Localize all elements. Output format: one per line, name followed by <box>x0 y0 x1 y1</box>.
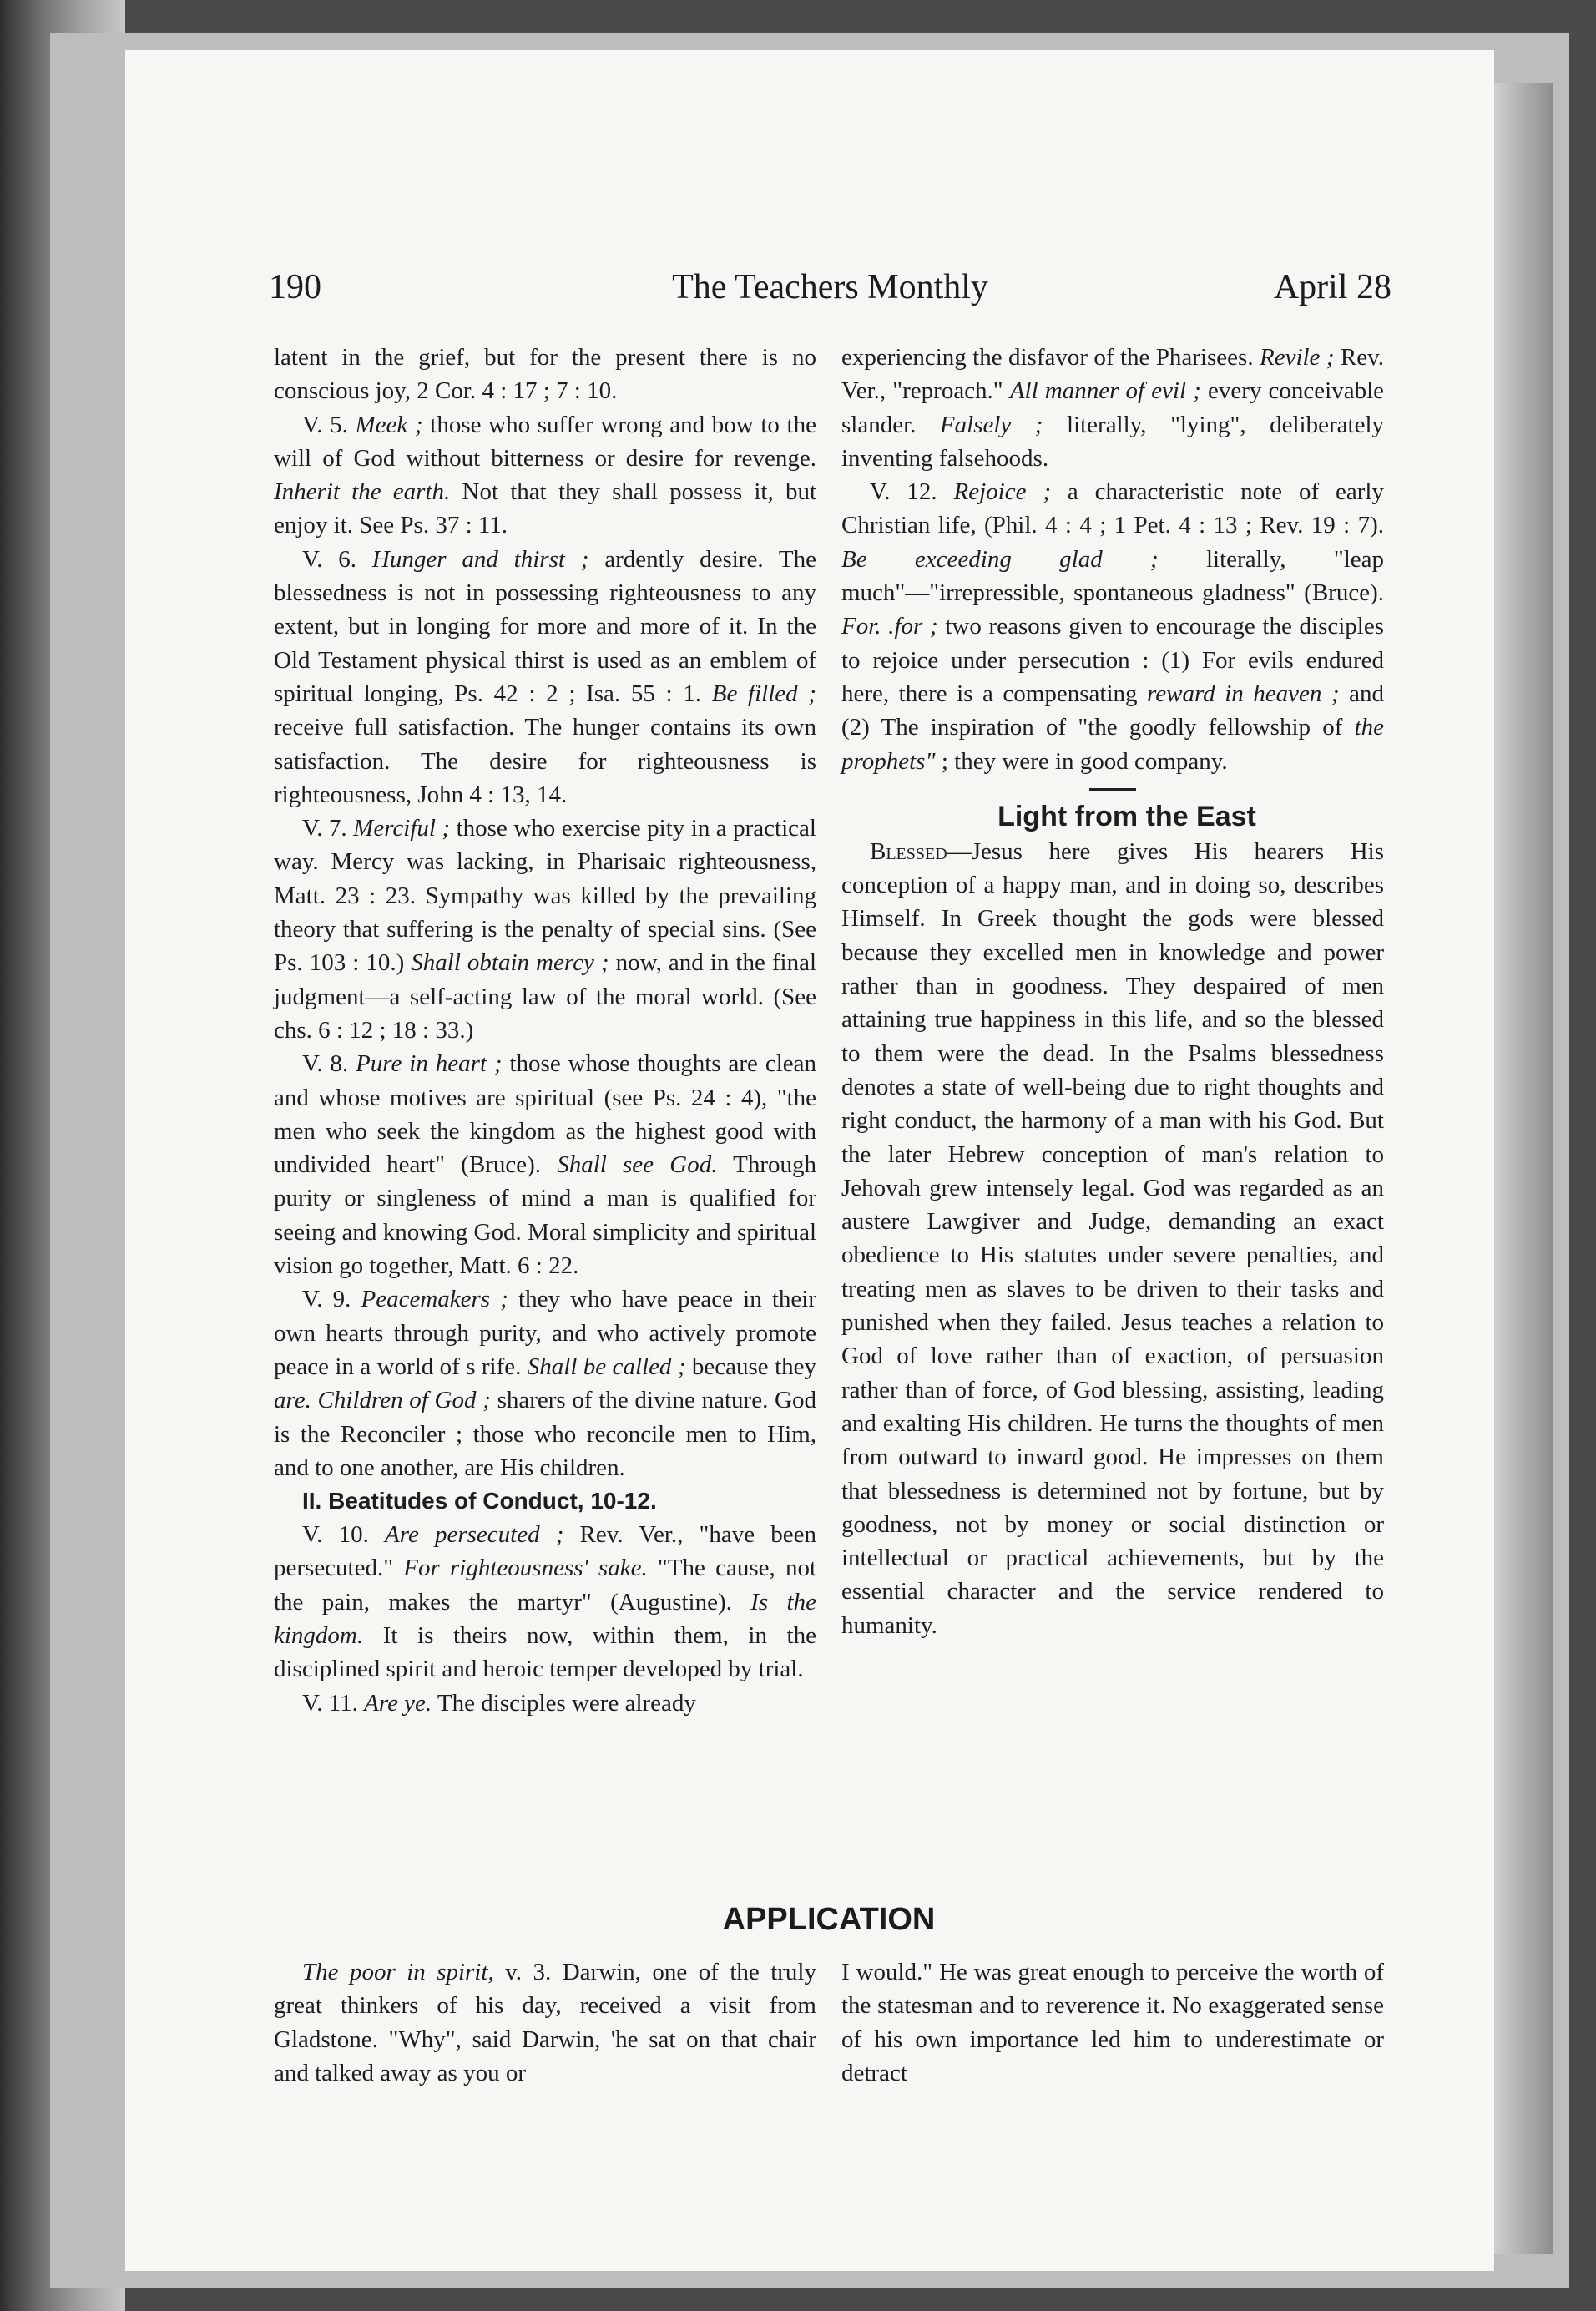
running-title: The Teachers Monthly <box>672 268 988 306</box>
running-header <box>269 267 1391 317</box>
paragraph: V. 9. Peacemakers ; they who have peace in their own hearts through purity, and who actively promote peace in a world of s rife. Shall be called ; because they are. Children of God ; sharers of the divine nature. God is the Reconciler ; those who reconcile men to Him, and to one another, are His children. <box>274 1286 816 1481</box>
application-heading: APPLICATION <box>722 1902 936 1937</box>
paragraph: The poor in spirit, v. 3. Darwin, one of the truly great thinkers of his day, received a visit from Gladstone. "Why", said Darwin, 'he sat on that chair and talked away as you or <box>274 1959 816 2086</box>
paragraph: V. 12. Rejoice ; a characteristic note of early Christian life, (Phil. 4 : 4 ; 1 Pet. 4 : 13 ; Rev. 19 : 7). Be exceeding glad ; literally, "leap much"—"irrepressible, spontaneous gladness" (Bruce). For. .for ; two reasons given to encourage the disciples to rejoice under persecution : (1) For evils endured here, there is a compensating reward in heaven ; and (2) The inspiration of "the goodly fellowship of the prophets" ; they were in good company. <box>841 478 1384 775</box>
paragraph: V. 11. Are ye. The disciples were already <box>302 1689 696 1717</box>
section-subheading: II. Beatitudes of Conduct, 10-12. <box>302 1488 657 1515</box>
issue-date: April 28 <box>1273 268 1391 306</box>
paragraph: experiencing the disfavor of the Pharisees. Revile ; Rev. Ver., "reproach." All manner of evil ; every conceivable slander. Falsely ; literally, "lying", deliberately inventing falsehoods. <box>841 344 1385 472</box>
paragraph: V. 7. Merciful ; those who exercise pity in a practical way. Mercy was lacking, in Pharisaic righteousness, Matt. 23 : 23. Sympathy was killed by the prevailing theory that suffering is the penalty of special sins. (See Ps. 103 : 10.) Shall obtain mercy ; now, and in the final judgment—a self-acting law of the moral world. (See chs. 6 : 12 ; 18 : 33.) <box>274 815 817 1044</box>
page-edge <box>1494 83 1553 2254</box>
right-column <box>841 341 1384 1642</box>
section-divider <box>1089 788 1136 791</box>
paragraph: V. 6. Hunger and thirst ; ardently desire. The blessedness is not in possessing righteousness to any extent, but in longing for more and more of it. In the Old Testament physical thirst is used as an emblem of spiritual longing, Ps. 42 : 2 ; Isa. 55 : 1. Be filled ; receive full satisfaction. The hunger contains its own satisfaction. The desire for righteousness is righteousness, John 4 : 13, 14. <box>274 545 817 808</box>
paragraph: V. 10. Are persecuted ; Rev. Ver., "have been persecuted." For righteousness' sake. "The cause, not the pain, makes the martyr" (Augustine). Is the kingdom. It is theirs now, within them, in the disciplined spirit and heroic temper developed by trial. <box>274 1521 816 1683</box>
paragraph: V. 8. Pure in heart ; those whose thoughts are clean and whose motives are spiritual (see Ps. 24 : 4), "the men who seek the kingdom as the highest good with undivided heart" (Bruce). Shall see God. Through purity or singleness of mind a man is qualified for seeing and knowing God. Moral simplicity and spiritual vision go together, Matt. 6 : 22. <box>274 1050 817 1280</box>
paragraph: latent in the grief, but for the present there is no conscious joy, 2 Cor. 4 : 17 ; 7 : 10. <box>274 344 816 405</box>
section-title: Light from the East <box>998 800 1256 832</box>
paragraph: V. 5. Meek ; those who suffer wrong and bow to the will of God without bitterness or desire for revenge. Inherit the earth. Not that they shall possess it, but enjoy it. See Ps. 37 : 11. <box>274 411 816 539</box>
application-right-column <box>841 1955 1384 2090</box>
paragraph: Blessed—Jesus here gives His hearers His conception of a happy man, and in doing so, describes Himself. In Greek thought the gods were blessed because they excelled men in knowledge and power rather than in goodness. They despaired of men attaining true happiness in this life, and so the blessed to them were the dead. In the Psalms blessedness denotes a state of well-being due to right thoughts and right conduct, the harmony of a man with his God. But the later Hebrew conception of man's relation to Jehovah grew intensely legal. God was regarded as an austere Lawgiver and Judge, demanding an exact obedience to His statutes under severe penalties, and treating men as slaves to be driven to their tasks and punished when they failed. Jesus teaches a relation to God of love rather than of exaction, of persuasion rather than of force, of God blessing, assisting, leading and exalting His children. He turns the thoughts of men from outward to inward good. He impresses on them that blessedness is determined not by fortune, but by goodness, not by money or social distinction or intellectual or practical achievements, but by the essential character and the service rendered to humanity. <box>841 837 1384 1639</box>
application-left-column <box>274 1955 816 2090</box>
left-column <box>274 341 816 1720</box>
paragraph: I would." He was great enough to perceive the worth of the statesman and to reverence it. No exaggerated sense of his own importance led him to underestimate or detract <box>841 1959 1384 2086</box>
page-number: 190 <box>269 268 321 306</box>
